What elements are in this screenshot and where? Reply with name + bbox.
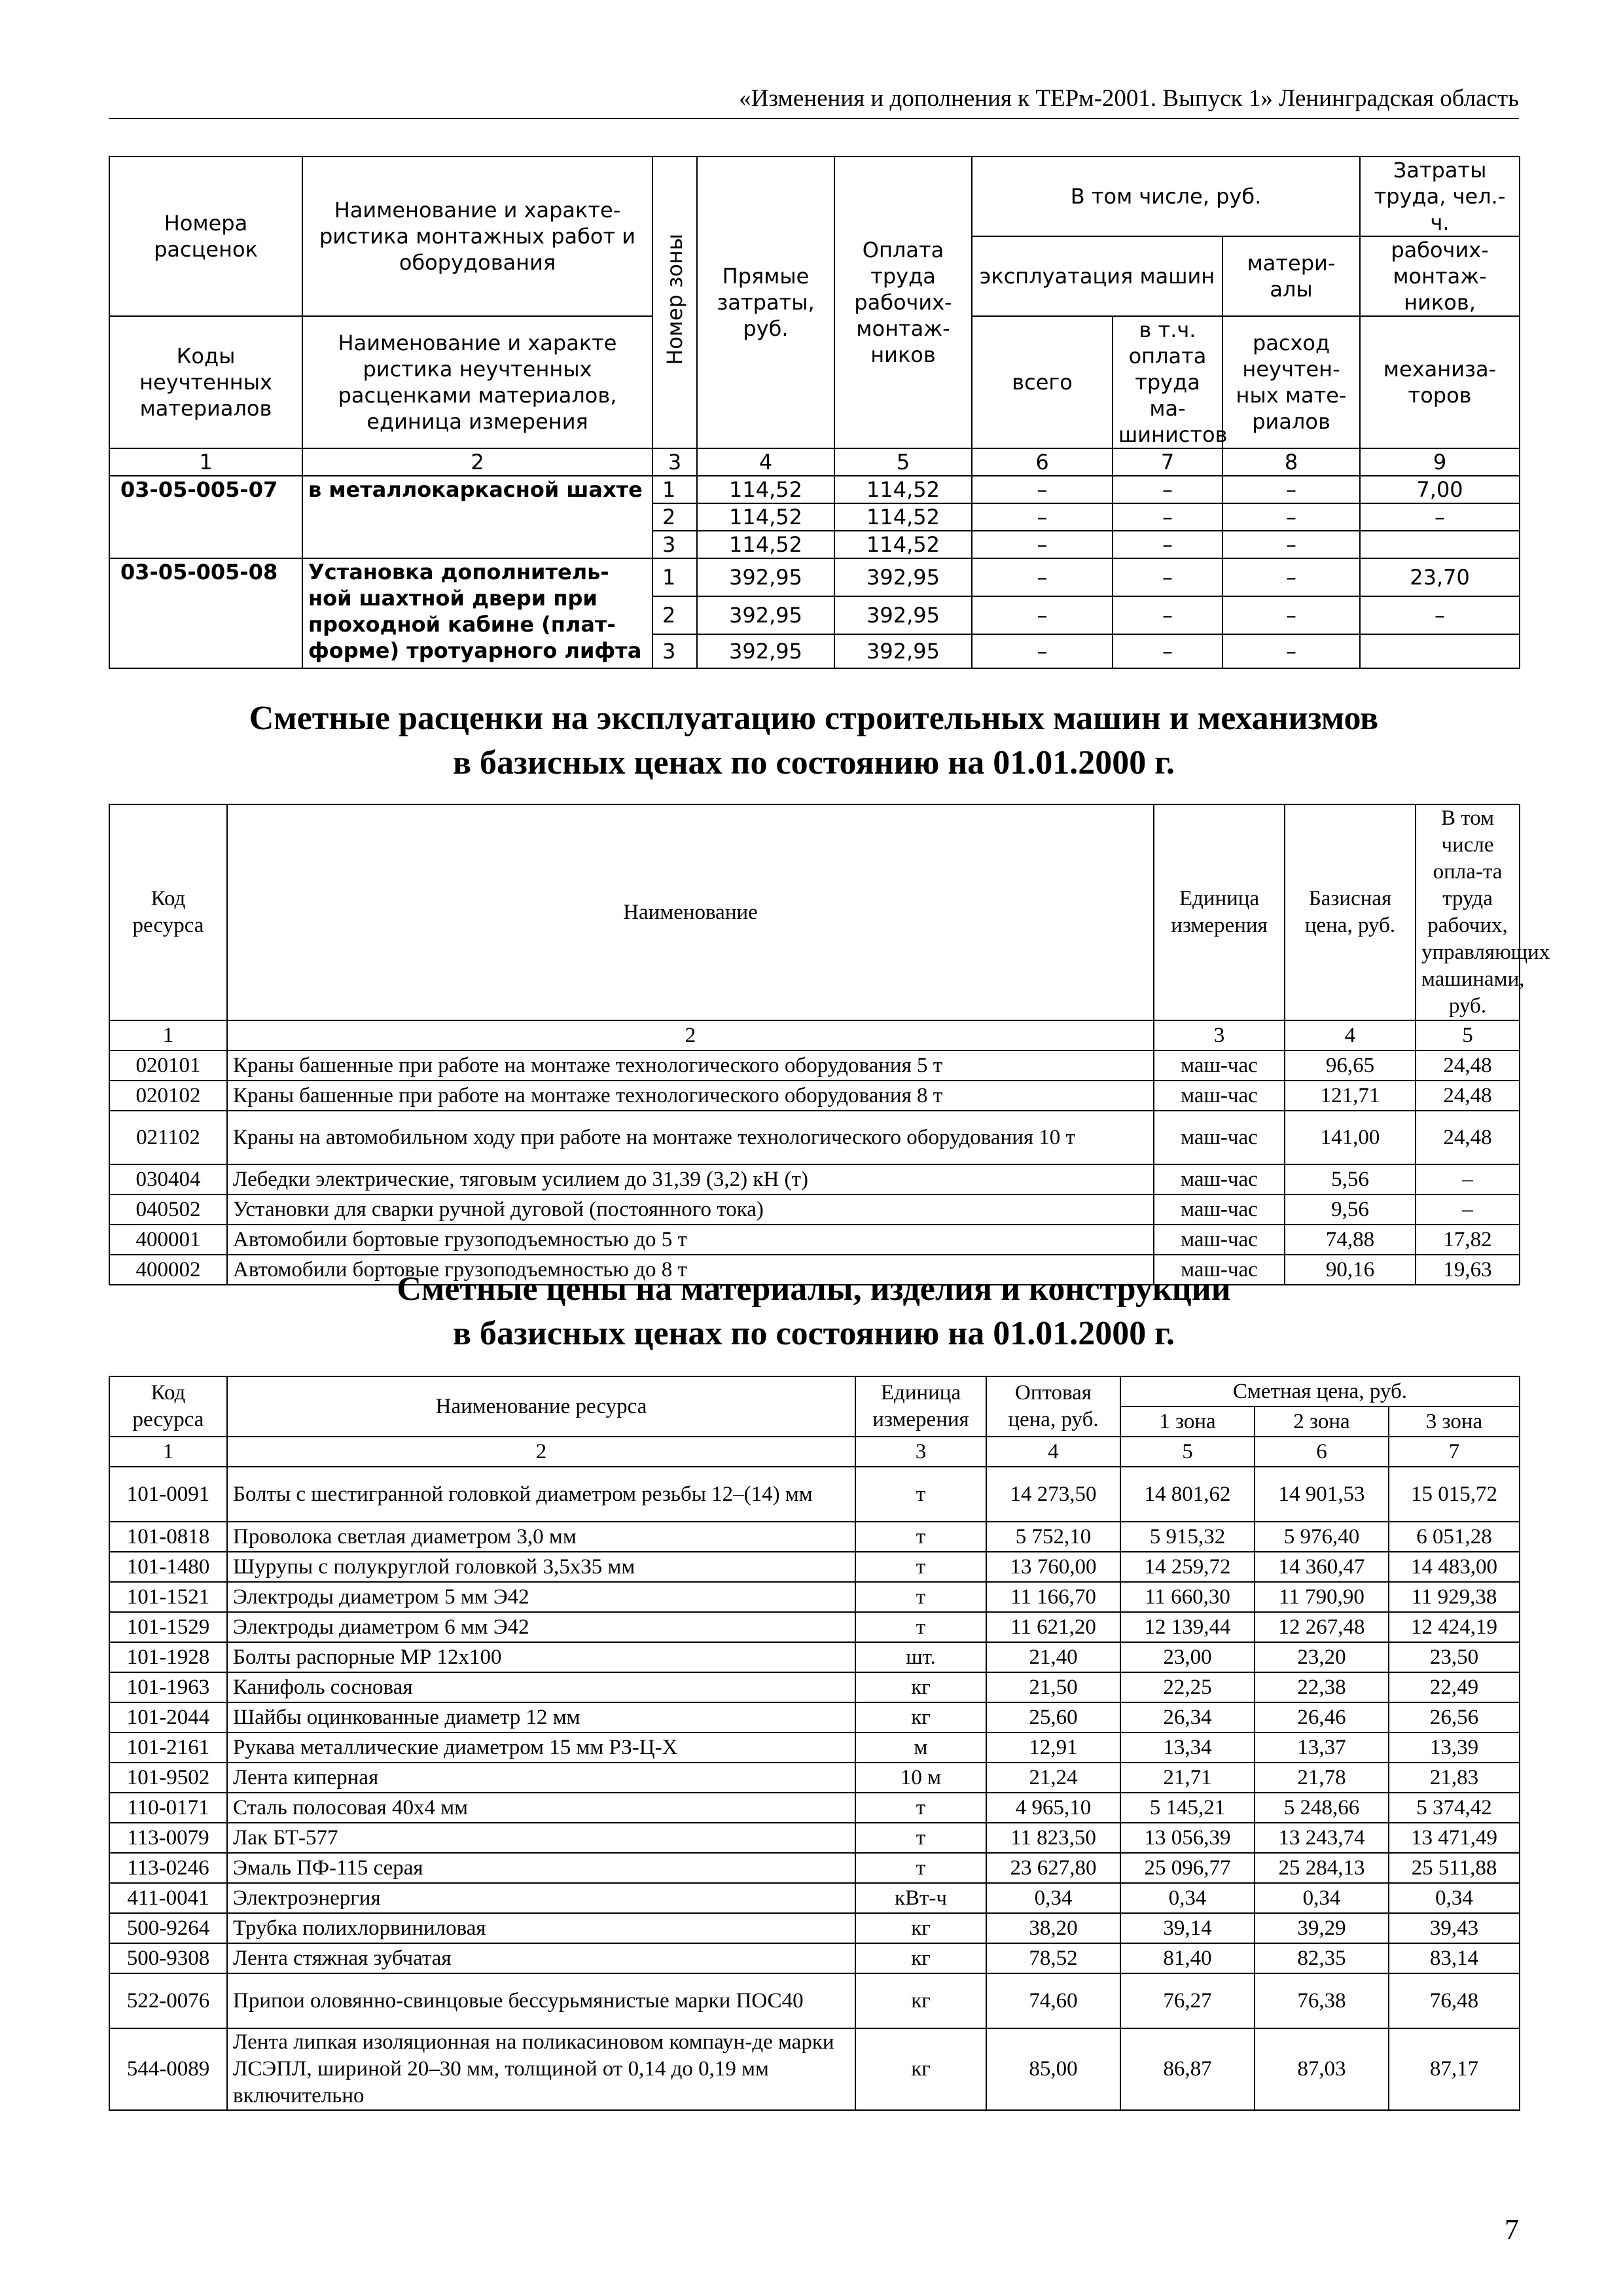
operator-pay: 24,48 — [1416, 1111, 1520, 1164]
base-price: 9,56 — [1285, 1194, 1416, 1225]
column-number: 4 — [697, 448, 834, 476]
wholesale-price: 25,60 — [986, 1702, 1120, 1732]
value-cell: – — [972, 503, 1113, 531]
resource-name: Болты с шестигранной головкой диаметром резьбы 12–(14) мм — [227, 1467, 855, 1522]
table-row — [109, 476, 1520, 503]
table-row — [109, 1793, 1520, 1823]
table-row — [109, 1522, 1520, 1552]
column-number: 7 — [1113, 448, 1222, 476]
zone-2-price: 14 901,53 — [1255, 1467, 1389, 1522]
header-unit: Единица измерения — [855, 1376, 986, 1437]
zone-1-price: 39,14 — [1120, 1913, 1255, 1943]
unit: шт. — [855, 1642, 986, 1672]
zone-3-price: 13,39 — [1389, 1732, 1520, 1763]
value-cell: – — [972, 558, 1113, 596]
section-heading-materials — [109, 1267, 1519, 1356]
zone-3-price: 76,48 — [1389, 1973, 1520, 2028]
wholesale-price: 4 965,10 — [986, 1793, 1120, 1823]
unit: т — [855, 1853, 986, 1883]
resource-code: 500-9308 — [109, 1943, 227, 1973]
table-row — [109, 1612, 1520, 1642]
value-cell: 114,52 — [834, 503, 972, 531]
header-estimate-price: Сметная цена, руб. — [1120, 1376, 1520, 1407]
zone-3-price: 22,49 — [1389, 1672, 1520, 1702]
value-cell: – — [1360, 596, 1520, 634]
operator-pay: – — [1416, 1164, 1520, 1194]
value-cell: – — [1360, 503, 1520, 531]
value-cell: – — [1113, 558, 1222, 596]
header-operator-pay: В том числе опла-та труда рабочих, управляющих машинами, руб. — [1416, 804, 1520, 1020]
zone-1-price: 12 139,44 — [1120, 1612, 1255, 1642]
header-rate-numbers: Номера расценок — [109, 156, 302, 316]
zone-1-price: 14 259,72 — [1120, 1552, 1255, 1582]
value-cell: – — [972, 476, 1113, 503]
resource-name: Лента липкая изоляционная на поликасиновом компаун-де марки ЛСЭПЛ, шириной 20–30 мм, толщиной от 0,14 до 0,19 мм включительно — [227, 2028, 855, 2110]
unit: т — [855, 1582, 986, 1612]
zone-2-price: 25 284,13 — [1255, 1853, 1389, 1883]
header-zone-1: 1 зона — [1120, 1407, 1255, 1437]
page-number: 7 — [1505, 2214, 1519, 2246]
section-heading-machines — [109, 696, 1519, 785]
value-cell: 392,95 — [834, 634, 972, 668]
value-cell: – — [1222, 503, 1360, 531]
zone-2-price: 26,46 — [1255, 1702, 1389, 1732]
resource-code: 113-0246 — [109, 1853, 227, 1883]
zone-2-price: 87,03 — [1255, 2028, 1389, 2110]
rate-name: Установка дополнитель-ной шахтной двери при проходной кабине (плат-форме) тротуарного лифта — [302, 558, 652, 668]
zone-1-price: 14 801,62 — [1120, 1467, 1255, 1522]
wholesale-price: 14 273,50 — [986, 1467, 1120, 1522]
wholesale-price: 11 166,70 — [986, 1582, 1120, 1612]
header-total: всего — [972, 316, 1113, 448]
wholesale-price: 78,52 — [986, 1943, 1120, 1973]
zone-3-price: 15 015,72 — [1389, 1467, 1520, 1522]
column-number: 5 — [1120, 1437, 1255, 1467]
table-row — [109, 1194, 1520, 1225]
resource-code: 110-0171 — [109, 1793, 227, 1823]
resource-name: Лак БТ-577 — [227, 1823, 855, 1853]
zone-1-price: 21,71 — [1120, 1763, 1255, 1793]
zone-1-price: 81,40 — [1120, 1943, 1255, 1973]
column-number: 3 — [855, 1437, 986, 1467]
table-row — [109, 1913, 1520, 1943]
value-cell: 392,95 — [697, 558, 834, 596]
value-cell — [1360, 531, 1520, 558]
value-cell: 114,52 — [834, 531, 972, 558]
unit: 10 м — [855, 1763, 986, 1793]
zone-1-price: 13 056,39 — [1120, 1823, 1255, 1853]
table-row — [109, 1164, 1520, 1194]
table-row — [109, 558, 1520, 596]
unit: т — [855, 1522, 986, 1552]
unit: кг — [855, 1943, 986, 1973]
header-machine-operators: механиза-торов — [1360, 316, 1520, 448]
resource-code: 101-9502 — [109, 1763, 227, 1793]
unit: т — [855, 1793, 986, 1823]
header-resource-name: Наименование ресурса — [227, 1376, 855, 1437]
value-cell: 23,70 — [1360, 558, 1520, 596]
zone-1-price: 11 660,30 — [1120, 1582, 1255, 1612]
resource-code: 101-1521 — [109, 1582, 227, 1612]
resource-name: Болты распорные МР 12x100 — [227, 1642, 855, 1672]
table-row — [109, 1467, 1520, 1522]
column-number: 1 — [109, 1437, 227, 1467]
wholesale-price: 85,00 — [986, 2028, 1120, 2110]
rate-code: 03-05-005-07 — [109, 476, 302, 558]
resource-name: Электроэнергия — [227, 1883, 855, 1913]
machines-table — [109, 804, 1550, 1285]
zone-3-price: 87,17 — [1389, 2028, 1520, 2110]
header-zone-number: Номер зоны — [652, 156, 697, 448]
unit: маш-час — [1154, 1081, 1285, 1111]
zone-1-price: 5 145,21 — [1120, 1793, 1255, 1823]
zone-1-price: 86,87 — [1120, 2028, 1255, 2110]
base-price: 90,16 — [1285, 1255, 1416, 1285]
zone-3-price: 26,56 — [1389, 1702, 1520, 1732]
resource-code: 101-1928 — [109, 1642, 227, 1672]
zone-cell: 3 — [652, 531, 697, 558]
resource-name: Краны на автомобильном ходу при работе на монтаже технологического оборудования 10 т — [227, 1111, 1154, 1164]
header-labor-pay: Оплата труда рабочих-монтаж-ников — [834, 156, 972, 448]
resource-code: 101-1963 — [109, 1672, 227, 1702]
table-row — [109, 2028, 1520, 2110]
unit: т — [855, 1552, 986, 1582]
zone-1-price: 25 096,77 — [1120, 1853, 1255, 1883]
zone-2-price: 76,38 — [1255, 1973, 1389, 2028]
column-number: 8 — [1222, 448, 1360, 476]
value-cell: 7,00 — [1360, 476, 1520, 503]
resource-name: Шурупы с полукруглой головкой 3,5x35 мм — [227, 1552, 855, 1582]
zone-3-price: 21,83 — [1389, 1763, 1520, 1793]
zone-1-price: 0,34 — [1120, 1883, 1255, 1913]
column-number: 2 — [227, 1020, 1154, 1050]
unit: кг — [855, 1702, 986, 1732]
unit: кг — [855, 1973, 986, 2028]
zone-3-price: 12 424,19 — [1389, 1612, 1520, 1642]
zone-cell: 1 — [652, 476, 697, 503]
header-wholesale-price: Оптовая цена, руб. — [986, 1376, 1120, 1437]
resource-name: Лебедки электрические, тяговым усилием до 31,39 (3,2) кН (т) — [227, 1164, 1154, 1194]
wholesale-price: 5 752,10 — [986, 1522, 1120, 1552]
header-material-name: Наименование и характе ристика неучтенных расценками материалов, единица измерения — [302, 316, 652, 448]
value-cell: – — [1222, 558, 1360, 596]
value-cell: 392,95 — [697, 634, 834, 668]
value-cell: – — [1222, 531, 1360, 558]
wholesale-price: 12,91 — [986, 1732, 1120, 1763]
table-row — [109, 1973, 1520, 2028]
header-name: Наименование — [227, 804, 1154, 1020]
resource-code: 021102 — [109, 1111, 227, 1164]
resource-code: 544-0089 — [109, 2028, 227, 2110]
header-base-price: Базисная цена, руб. — [1285, 804, 1416, 1020]
value-cell: – — [1113, 531, 1222, 558]
resource-name: Краны башенные при работе на монтаже технологического оборудования 8 т — [227, 1081, 1154, 1111]
header-direct-costs: Прямые затраты, руб. — [697, 156, 834, 448]
rate-name: в металлокаркасной шахте — [302, 476, 652, 558]
wholesale-price: 11 621,20 — [986, 1612, 1120, 1642]
wholesale-price: 11 823,50 — [986, 1823, 1120, 1853]
resource-name: Шайбы оцинкованные диаметр 12 мм — [227, 1702, 855, 1732]
zone-2-price: 12 267,48 — [1255, 1612, 1389, 1642]
value-cell: – — [1222, 634, 1360, 668]
zone-3-price: 39,43 — [1389, 1913, 1520, 1943]
unit: маш-час — [1154, 1194, 1285, 1225]
column-number: 5 — [834, 448, 972, 476]
wholesale-price: 74,60 — [986, 1973, 1120, 2028]
zone-2-price: 21,78 — [1255, 1763, 1389, 1793]
resource-name: Трубка полихлорвиниловая — [227, 1913, 855, 1943]
column-number: 5 — [1416, 1020, 1520, 1050]
table-row — [109, 1552, 1520, 1582]
materials-table — [109, 1376, 1520, 2111]
column-number: 3 — [1154, 1020, 1285, 1050]
wholesale-price: 13 760,00 — [986, 1552, 1120, 1582]
resource-code: 101-2161 — [109, 1732, 227, 1763]
base-price: 121,71 — [1285, 1081, 1416, 1111]
resource-code: 101-0818 — [109, 1522, 227, 1552]
table-row — [109, 1702, 1520, 1732]
resource-name: Канифоль сосновая — [227, 1672, 855, 1702]
value-cell: – — [1113, 476, 1222, 503]
header-machine-operation: эксплуатация машин — [972, 236, 1222, 316]
base-price: 74,88 — [1285, 1225, 1416, 1255]
column-number: 3 — [652, 448, 697, 476]
value-cell — [1360, 634, 1520, 668]
header-material-consumption: расход неучтен-ных мате-риалов — [1222, 316, 1360, 448]
header-resource-code: Код ресурса — [109, 1376, 227, 1437]
base-price: 5,56 — [1285, 1164, 1416, 1194]
resource-code: 030404 — [109, 1164, 227, 1194]
zone-1-price: 5 915,32 — [1120, 1522, 1255, 1552]
resource-code: 113-0079 — [109, 1823, 227, 1853]
zone-2-price: 5 248,66 — [1255, 1793, 1389, 1823]
resource-code: 040502 — [109, 1194, 227, 1225]
base-price: 141,00 — [1285, 1111, 1416, 1164]
wholesale-price: 21,24 — [986, 1763, 1120, 1793]
operator-pay: 19,63 — [1416, 1255, 1520, 1285]
zone-3-price: 6 051,28 — [1389, 1522, 1520, 1552]
resource-name: Лента киперная — [227, 1763, 855, 1793]
unit: т — [855, 1823, 986, 1853]
column-number: 6 — [972, 448, 1113, 476]
unit: т — [855, 1612, 986, 1642]
resource-code: 411-0041 — [109, 1883, 227, 1913]
wholesale-price: 21,50 — [986, 1672, 1120, 1702]
wholesale-price: 0,34 — [986, 1883, 1120, 1913]
table-row — [109, 1050, 1520, 1081]
zone-cell: 2 — [652, 596, 697, 634]
resource-name: Рукава металлические диаметром 15 мм РЗ-Ц-Х — [227, 1732, 855, 1763]
heading-line: в базисных ценах по состоянию на 01.01.2000 г. — [452, 744, 1175, 781]
resource-code: 522-0076 — [109, 1973, 227, 2028]
base-price: 96,65 — [1285, 1050, 1416, 1081]
header-zone-3: 3 зона — [1389, 1407, 1520, 1437]
resource-name: Припои оловянно-свинцовые бессурьмянистые марки ПОС40 — [227, 1973, 855, 2028]
value-cell: 114,52 — [697, 531, 834, 558]
operator-pay: 17,82 — [1416, 1225, 1520, 1255]
zone-cell: 2 — [652, 503, 697, 531]
zone-3-price: 11 929,38 — [1389, 1582, 1520, 1612]
column-number: 2 — [227, 1437, 855, 1467]
resource-name: Автомобили бортовые грузоподъемностью до 5 т — [227, 1225, 1154, 1255]
value-cell: 392,95 — [834, 558, 972, 596]
heading-line: Сметные расценки на эксплуатацию строительных машин и механизмов — [249, 700, 1379, 737]
unit: кг — [855, 2028, 986, 2110]
zone-3-price: 23,50 — [1389, 1642, 1520, 1672]
operator-pay: 24,48 — [1416, 1081, 1520, 1111]
value-cell: – — [972, 596, 1113, 634]
resource-code: 020102 — [109, 1081, 227, 1111]
table-row — [109, 1823, 1520, 1853]
resource-name: Установки для сварки ручной дуговой (постоянного тока) — [227, 1194, 1154, 1225]
unit: т — [855, 1467, 986, 1522]
unit: маш-час — [1154, 1050, 1285, 1081]
resource-code: 101-1529 — [109, 1612, 227, 1642]
zone-2-price: 13 243,74 — [1255, 1823, 1389, 1853]
value-cell: – — [1113, 596, 1222, 634]
wholesale-price: 21,40 — [986, 1642, 1120, 1672]
zone-3-price: 13 471,49 — [1389, 1823, 1520, 1853]
table-row — [109, 1081, 1520, 1111]
resource-name: Электроды диаметром 6 мм Э42 — [227, 1612, 855, 1642]
resource-code: 020101 — [109, 1050, 227, 1081]
header-work-name: Наименование и характе-ристика монтажных работ и оборудования — [302, 156, 652, 316]
zone-2-price: 14 360,47 — [1255, 1552, 1389, 1582]
header-materials: матери-алы — [1222, 236, 1360, 316]
operator-pay: 24,48 — [1416, 1050, 1520, 1081]
resource-code: 500-9264 — [109, 1913, 227, 1943]
resource-name: Эмаль ПФ-115 серая — [227, 1853, 855, 1883]
zone-3-price: 83,14 — [1389, 1943, 1520, 1973]
resource-name: Лента стяжная зубчатая — [227, 1943, 855, 1973]
zone-1-price: 26,34 — [1120, 1702, 1255, 1732]
zone-1-price: 23,00 — [1120, 1642, 1255, 1672]
unit: маш-час — [1154, 1255, 1285, 1285]
table-row — [109, 1642, 1520, 1672]
unit: маш-час — [1154, 1111, 1285, 1164]
resource-name: Автомобили бортовые грузоподъемностью до 8 т — [227, 1255, 1154, 1285]
column-number: 6 — [1255, 1437, 1389, 1467]
table-row — [109, 1582, 1520, 1612]
running-header: «Изменения и дополнения к ТЕРм-2001. Выпуск 1» Ленинградская область — [109, 84, 1519, 119]
header-resource-code: Код ресурса — [109, 804, 227, 1020]
zone-3-price: 5 374,42 — [1389, 1793, 1520, 1823]
table-row — [109, 1763, 1520, 1793]
value-cell: – — [1113, 634, 1222, 668]
column-number: 2 — [302, 448, 652, 476]
table-row — [109, 1943, 1520, 1973]
unit: маш-час — [1154, 1164, 1285, 1194]
value-cell: 114,52 — [697, 503, 834, 531]
column-number: 4 — [986, 1437, 1120, 1467]
zone-1-price: 22,25 — [1120, 1672, 1255, 1702]
resource-code: 400001 — [109, 1225, 227, 1255]
resource-name: Электроды диаметром 5 мм Э42 — [227, 1582, 855, 1612]
zone-2-price: 39,29 — [1255, 1913, 1389, 1943]
value-cell: – — [1113, 503, 1222, 531]
zone-2-price: 5 976,40 — [1255, 1522, 1389, 1552]
zone-cell: 3 — [652, 634, 697, 668]
resource-name: Сталь полосовая 40x4 мм — [227, 1793, 855, 1823]
header-unit: Единица измерения — [1154, 804, 1285, 1020]
heading-line: в базисных ценах по состоянию на 01.01.2000 г. — [452, 1315, 1175, 1352]
value-cell: – — [1222, 596, 1360, 634]
unit: м — [855, 1732, 986, 1763]
header-zone-2: 2 зона — [1255, 1407, 1389, 1437]
unit: кг — [855, 1913, 986, 1943]
header-material-codes: Коды неучтенных материалов — [109, 316, 302, 448]
zone-2-price: 11 790,90 — [1255, 1582, 1389, 1612]
value-cell: 392,95 — [697, 596, 834, 634]
zone-3-price: 0,34 — [1389, 1883, 1520, 1913]
heading-line: Сметные цены на материалы, изделия и конструкции — [397, 1270, 1231, 1308]
value-cell: – — [972, 531, 1113, 558]
zone-2-price: 13,37 — [1255, 1732, 1389, 1763]
wholesale-price: 38,20 — [986, 1913, 1120, 1943]
table-row — [109, 1853, 1520, 1883]
header-workers: рабочих-монтаж-ников, — [1360, 236, 1520, 316]
table-row — [109, 1225, 1520, 1255]
column-number: 9 — [1360, 448, 1520, 476]
table-row — [109, 1732, 1520, 1763]
value-cell: – — [972, 634, 1113, 668]
zone-cell: 1 — [652, 558, 697, 596]
column-number: 1 — [109, 1020, 227, 1050]
resource-code: 400002 — [109, 1255, 227, 1285]
header-machinist-pay: в т.ч. оплата труда ма-шинистов — [1113, 316, 1222, 448]
table-row — [109, 1883, 1520, 1913]
zone-3-price: 14 483,00 — [1389, 1552, 1520, 1582]
header-labor-costs: Затраты труда, чел.-ч. — [1360, 156, 1520, 236]
zone-2-price: 22,38 — [1255, 1672, 1389, 1702]
value-cell: 114,52 — [834, 476, 972, 503]
zone-1-price: 76,27 — [1120, 1973, 1255, 2028]
zone-2-price: 0,34 — [1255, 1883, 1389, 1913]
header-including: В том числе, руб. — [972, 156, 1360, 236]
resource-code: 101-1480 — [109, 1552, 227, 1582]
table-row — [109, 1111, 1520, 1164]
table-row — [109, 1672, 1520, 1702]
value-cell: 392,95 — [834, 596, 972, 634]
column-number: 1 — [109, 448, 302, 476]
resource-code: 101-0091 — [109, 1467, 227, 1522]
value-cell: 114,52 — [697, 476, 834, 503]
zone-2-price: 82,35 — [1255, 1943, 1389, 1973]
resource-code: 101-2044 — [109, 1702, 227, 1732]
unit: кг — [855, 1672, 986, 1702]
zone-2-price: 23,20 — [1255, 1642, 1389, 1672]
zone-1-price: 13,34 — [1120, 1732, 1255, 1763]
unit: кВт-ч — [855, 1883, 986, 1913]
value-cell: – — [1222, 476, 1360, 503]
rates-table — [109, 156, 1520, 669]
column-number: 7 — [1389, 1437, 1520, 1467]
rate-code: 03-05-005-08 — [109, 558, 302, 668]
column-number: 4 — [1285, 1020, 1416, 1050]
resource-name: Проволока светлая диаметром 3,0 мм — [227, 1522, 855, 1552]
resource-name: Краны башенные при работе на монтаже технологического оборудования 5 т — [227, 1050, 1154, 1081]
operator-pay: – — [1416, 1194, 1520, 1225]
wholesale-price: 23 627,80 — [986, 1853, 1120, 1883]
unit: маш-час — [1154, 1225, 1285, 1255]
zone-3-price: 25 511,88 — [1389, 1853, 1520, 1883]
